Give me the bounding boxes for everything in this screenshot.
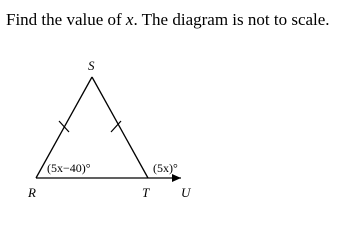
point-label-t: T bbox=[142, 185, 150, 200]
ray-arrowhead bbox=[172, 174, 181, 182]
angle-label-r: (5x−40)° bbox=[47, 161, 91, 175]
point-label-s: S bbox=[88, 58, 95, 73]
question-text-start: Find the value of bbox=[6, 10, 126, 29]
question-variable: x bbox=[125, 10, 134, 29]
angle-label-t: (5x)° bbox=[153, 161, 178, 175]
point-label-r: R bbox=[28, 185, 36, 200]
question-text-end: . The diagram is not to scale. bbox=[133, 10, 330, 29]
point-label-u: U bbox=[181, 185, 191, 200]
tick-mark-rs bbox=[59, 121, 69, 132]
side-st bbox=[92, 77, 148, 178]
